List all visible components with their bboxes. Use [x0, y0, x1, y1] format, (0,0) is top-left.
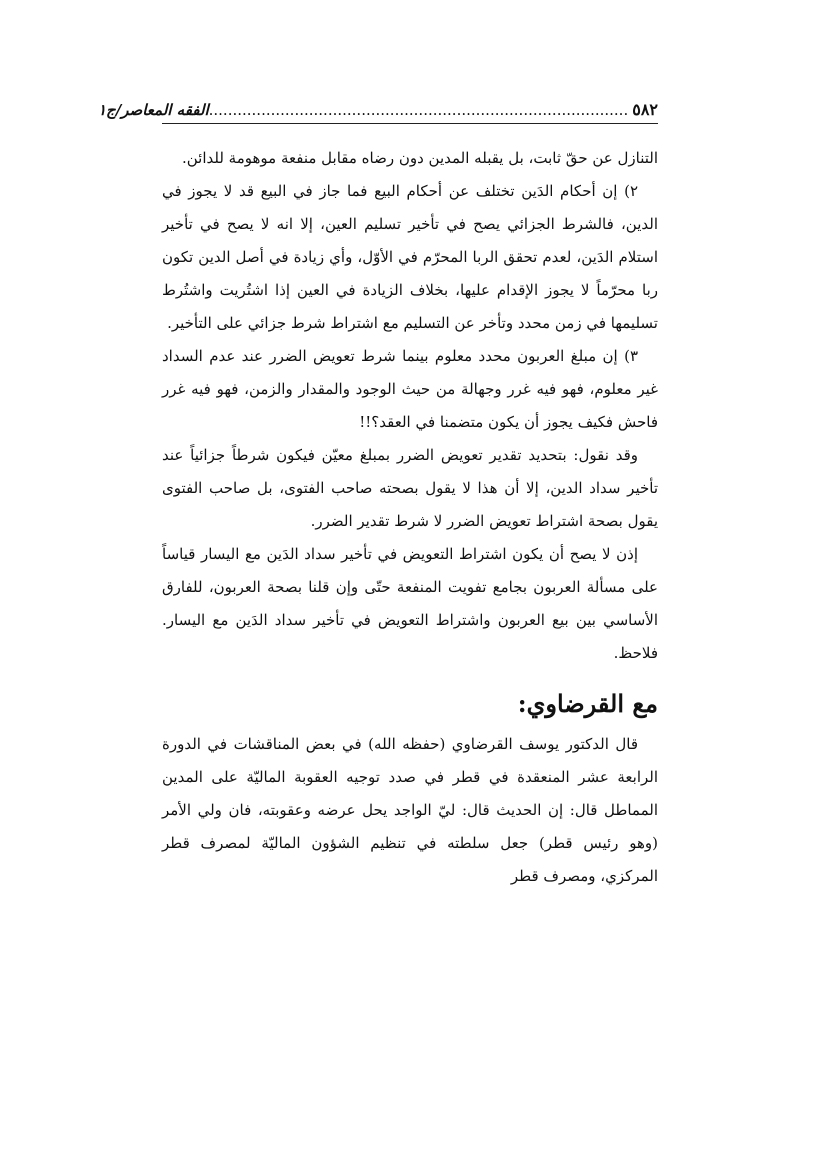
paragraph-continuation: التنازل عن حقّ ثابت، بل يقبله المدين دون رضاه مقابل منفعة موهومة للدائن. — [181, 149, 658, 167]
page-body — [162, 142, 658, 893]
section-heading: مع القرضاوي: — [517, 689, 658, 718]
paragraph-point-3: ٣) إن مبلغ العربون محدد معلوم بينما شرط تعويض الضرر عند عدم السداد غير معلوم، فهو فيه غرر وجهالة من حيث الوجود والمقدار والزمن، فهو فيه غرر فاحش فكيف يجوز أن يكون متضمنا في العقد؟!! — [162, 347, 658, 431]
running-title — [98, 100, 628, 120]
page-number: ٥٨٢ — [632, 100, 658, 119]
running-title-text: الفقه المعاصر/ج١ — [97, 101, 209, 119]
header-leader-dots: ........................................................................................ — [208, 101, 629, 119]
page-header — [97, 88, 658, 124]
paragraph-qualification: وقد نقول: بتحديد تقدير تعويض الضرر بمبلغ معيّن فيكون شرطاً جزائياً عند تأخير سداد الدين، إلا أن هذا لا يقول بصحته صاحب الفتوى، بل صاحب الفتوى يقول بصحة اشتراط تعويض الضرر لا شرط تقدير الضرر. — [162, 446, 658, 530]
paragraph-conclusion: إذن لا يصح أن يكون اشتراط التعويض في تأخير سداد الدَين مع اليسار قياساً على مسألة العربون بجامع تفويت المنفعة حتّى وإن قلنا بصحة العربون، للفارق الأساسي بين بيع العربون واشتراط التعويض في تأخير سداد الدَين مع اليسار. فلاحظ. — [162, 545, 658, 662]
document-page — [97, 88, 658, 893]
paragraph-point-2: ٢) إن أحكام الدَين تختلف عن أحكام البيع فما جاز في البيع قد لا يجوز في الدين، فالشرط الجزائي يصح في تأخير تسليم العين، إلا انه لا يصح في تأخير استلام الدَين، لعدم تحقق الربا المحرّم في الأوّل، وأي زيادة في أصل الدين تكون ربا محرّماً لا يجوز الإقدام عليها، بخلاف الزيادة في العين إذا اشتُريت واشتُرط تسليمها في زمن محدد وتأخر عن التسليم مع اشتراط شرط جزائي على التأخير. — [162, 182, 658, 332]
section-paragraph: قال الدكتور يوسف القرضاوي (حفظه الله) في بعض المناقشات في الدورة الرابعة عشر المنعقدة في قطر في صدد توجيه العقوبة الماليّة على المدين المماطل قال: إن الحديث قال: ليّ الواجد يحل عرضه وعقوبته، فان ولي الأمر (وهو رئيس قطر) جعل سلطته في تنظيم الشؤون الماليّة لمصرف قطر المركزي، ومصرف قطر — [162, 735, 658, 885]
